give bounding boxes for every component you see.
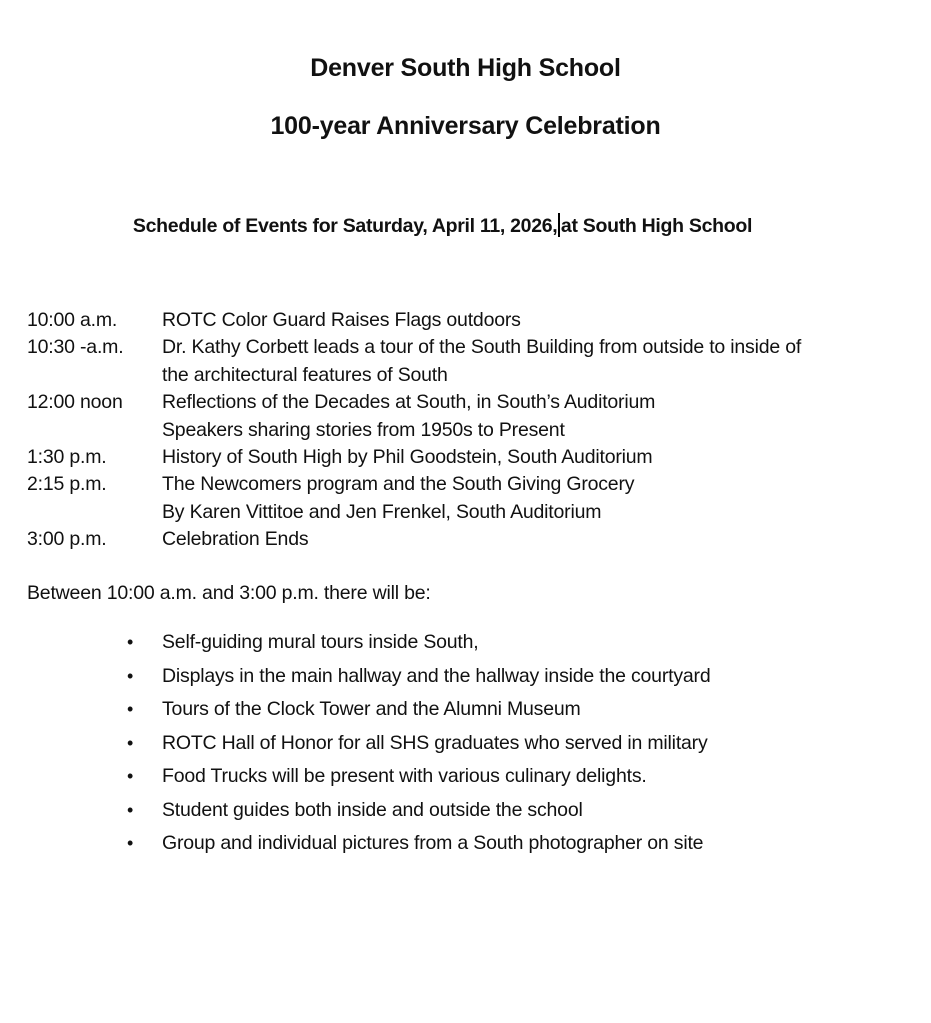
schedule-time: 10:30 -a.m. [27, 336, 124, 359]
schedule-row [27, 389, 917, 444]
list-item-text: Displays in the main hallway and the hallway inside the courtyard [162, 664, 711, 687]
schedule-line: ROTC Color Guard Raises Flags outdoors [162, 309, 521, 331]
bullet-icon: • [127, 799, 134, 820]
bullet-icon: • [127, 665, 134, 686]
schedule-time: 12:00 noon [27, 391, 123, 414]
schedule-time: 3:00 p.m. [27, 528, 107, 551]
schedule-description [162, 307, 917, 334]
schedule-time: 1:30 p.m. [27, 446, 107, 469]
schedule-heading-part1: Schedule of Events for Saturday, April 11, 2026, [132, 215, 558, 237]
text-cursor [558, 213, 560, 237]
schedule-line: Dr. Kathy Corbett leads a tour of the South Building from outside to inside of [162, 336, 802, 359]
list-item-text: Food Trucks will be present with various culinary delights. [162, 765, 647, 787]
bullet-icon: • [127, 699, 134, 719]
schedule-heading-part2: at South High School [560, 215, 753, 237]
schedule-line: Celebration Ends [162, 528, 309, 551]
list-item-text: ROTC Hall of Honor for all SHS graduates who served in military [162, 731, 708, 754]
activities-list [127, 629, 710, 864]
list-item-text: Student guides both inside and outside the school [162, 798, 583, 821]
schedule-description [162, 526, 917, 553]
event-title: 100-year Anniversary Celebration [270, 112, 661, 140]
list-item-text: Group and individual pictures from a South photographer on site [162, 832, 704, 854]
list-item [127, 663, 710, 697]
schedule-description [162, 389, 917, 444]
schedule-line: Speakers sharing stories from 1950s to Present [162, 418, 565, 441]
schedule-heading [0, 213, 885, 238]
schedule-time: 10:00 a.m. [27, 309, 118, 331]
schedule-time: 2:15 p.m. [27, 473, 107, 496]
schedule-description [162, 444, 917, 471]
list-item [127, 696, 710, 730]
list-item-text: Self-guiding mural tours inside South, [162, 631, 479, 653]
bullet-icon: • [127, 632, 134, 652]
schedule-line: History of South High by Phil Goodstein, South Auditorium [162, 446, 653, 469]
schedule-row [27, 444, 917, 471]
list-item [127, 830, 710, 864]
school-title: Denver South High School [310, 54, 621, 82]
list-item-text: Tours of the Clock Tower and the Alumni Museum [162, 698, 581, 720]
bullet-icon: • [127, 833, 134, 853]
schedule-row [27, 334, 917, 389]
list-item [127, 730, 710, 764]
schedule-row [27, 526, 917, 553]
list-item [127, 797, 710, 831]
bullet-icon: • [127, 732, 134, 753]
schedule-line: The Newcomers program and the South Giving Grocery [162, 473, 635, 496]
schedule-description [162, 471, 917, 526]
schedule-description [162, 334, 917, 389]
schedule-list [27, 307, 917, 554]
schedule-row [27, 307, 917, 334]
schedule-line: Reflections of the Decades at South, in South’s Auditorium [162, 391, 656, 414]
schedule-line: the architectural features of South [162, 363, 448, 386]
bullet-icon: • [127, 766, 134, 786]
list-item [127, 763, 710, 797]
list-item [127, 629, 710, 663]
schedule-line: By Karen Vittitoe and Jen Frenkel, South Auditorium [162, 500, 602, 523]
schedule-row [27, 471, 917, 526]
activities-intro: Between 10:00 a.m. and 3:00 p.m. there will be: [27, 582, 431, 604]
